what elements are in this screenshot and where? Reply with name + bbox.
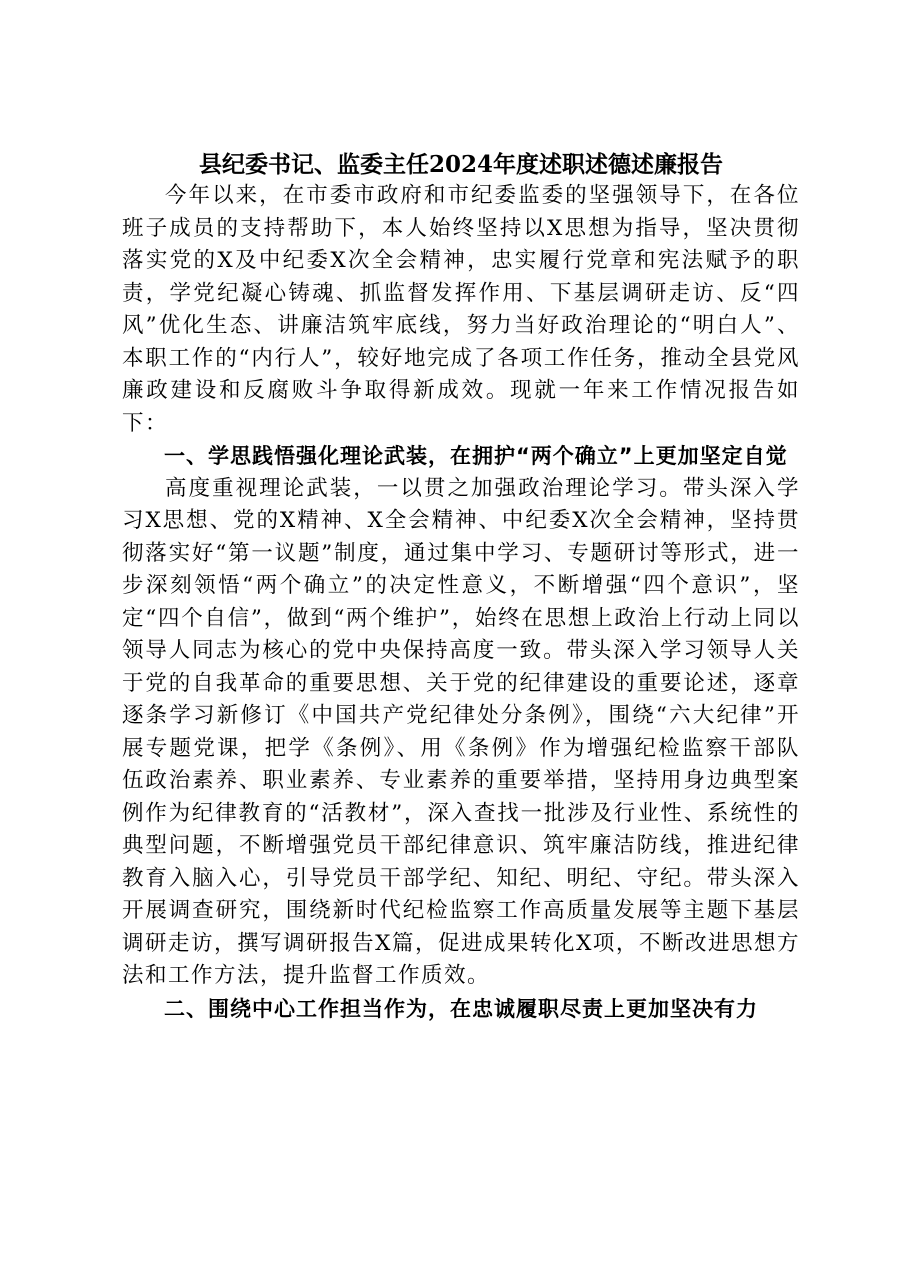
document-page xyxy=(122,150,800,1025)
section-2-heading: 二、围绕中心工作担当作为，在忠诚履职尽责上更加坚决有力 xyxy=(164,996,758,1021)
section-1-heading: 一、学思践悟强化理论武装，在拥护“两个确立”上更加坚定自觉 xyxy=(164,444,788,468)
document-title: 县纪委书记、监委主任2024年度述职述德述廉报告 xyxy=(198,151,723,178)
section-1-body: 高度重视理论武装，一以贯之加强政治理论学习。带头深入学习X思想、党的X精神、X全会精神、中纪委X次全会精神，坚持贯彻落实好“第一议题”制度，通过集中学习、专题研讨等形式，进一步深刻领悟“两个确立”的决定性意义，不断增强“四个意识”，坚定“四个自信”，做到“两个维护”，始终在思想上政治上行动上同以领导人同志为核心的党中央保持高度一致。带头深入学习领导人关于党的自我革命的重要思想、关于党的纪律建设的重要论述，逐章逐条学习新修订《中国共产党纪律处分条例》，围绕“六大纪律”开展专题党课，把学《条例》、用《条例》作为增强纪检监察干部队伍政治素养、职业素养、专业素养的重要举措，坚持用身边典型案例作为纪律教育的“活教材”，深入查找一批涉及行业性、系统性的典型问题，不断增强党员干部纪律意识、筑牢廉洁防线，推进纪律教育入脑入心，引导党员干部学纪、知纪、明纪、守纪。带头深入开展调查研究，围绕新时代纪检监察工作高质量发展等主题下基层调研走访，撰写调研报告X篇，促进成果转化X项，不断改进思想方法和工作方法，提升监督工作质效。 xyxy=(122,475,800,988)
intro-paragraph: 今年以来，在市委市政府和市纪委监委的坚强领导下，在各位班子成员的支持帮助下，本人始终坚持以X思想为指导，坚决贯彻落实党的X及中纪委X次全会精神，忠实履行党章和宪法赋予的职责，学党纪凝心铸魂、抓监督发挥作用、下基层调研走访、反“四风”优化生态、讲廉洁筑牢底线，努力当好政治理论的“明白人”、本职工作的“内行人”，较好地完成了各项工作任务，推动全县党风廉政建设和反腐败斗争取得新成效。现就一年来工作情况报告如下： xyxy=(122,183,800,436)
